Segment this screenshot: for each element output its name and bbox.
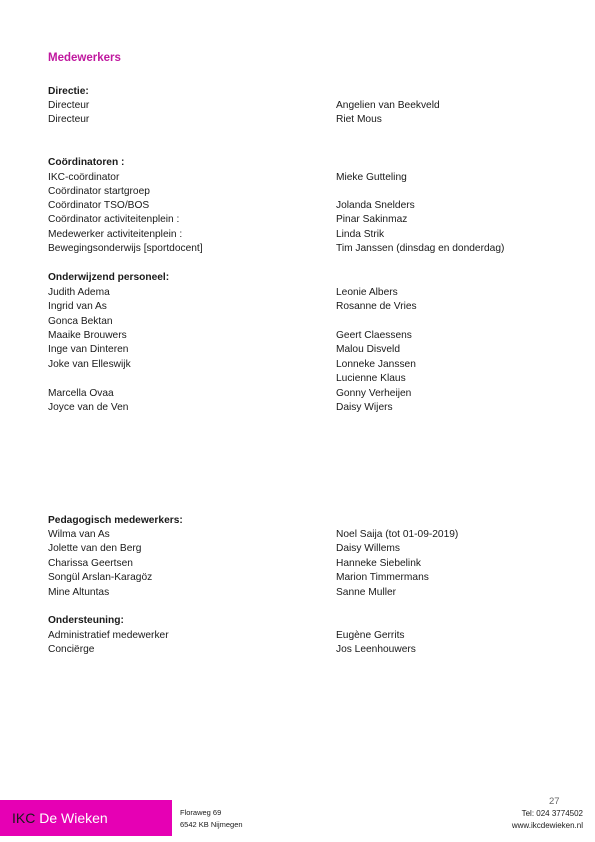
staff-row <box>48 372 568 386</box>
staff-row <box>48 300 568 314</box>
staff-name-left: Charissa Geertsen <box>48 558 133 569</box>
staff-row <box>48 228 568 242</box>
staff-name-left: Inge van Dinteren <box>48 344 129 355</box>
staff-row <box>48 401 568 415</box>
brand-logo <box>12 810 108 826</box>
staff-row <box>48 542 568 556</box>
section-heading-coordinatoren: Coördinatoren : <box>48 157 125 168</box>
staff-name-right: Marion Timmermans <box>336 572 429 583</box>
staff-name-right: Lucienne Klaus <box>336 373 406 384</box>
staff-name-right: Malou Disveld <box>336 344 400 355</box>
staff-row <box>48 99 568 113</box>
footer-website[interactable]: www.ikcdewieken.nl <box>511 821 583 830</box>
brand-prefix: IKC <box>12 810 36 826</box>
staff-name-left: Jolette van den Berg <box>48 543 142 554</box>
staff-name: Mieke Gutteling <box>336 172 407 183</box>
staff-row <box>48 242 568 256</box>
staff-name-left: Joyce van de Ven <box>48 402 129 413</box>
staff-row <box>48 557 568 571</box>
staff-name-left: Wilma van As <box>48 529 110 540</box>
staff-name: Jos Leenhouwers <box>336 644 416 655</box>
page-title: Medewerkers <box>48 52 121 64</box>
section-heading-ondersteuning: Ondersteuning: <box>48 615 124 626</box>
staff-name-left: Mine Altuntas <box>48 587 110 598</box>
staff-row <box>48 358 568 372</box>
staff-role: Coördinator TSO/BOS <box>48 200 150 211</box>
staff-name: Angelien van Beekveld <box>336 100 440 111</box>
section-heading-directie: Directie: <box>48 86 89 97</box>
staff-name-right: Rosanne de Vries <box>336 301 417 312</box>
staff-row <box>48 315 568 329</box>
staff-role: IKC-coördinator <box>48 172 120 183</box>
staff-row <box>48 113 568 127</box>
page-number: 27 <box>549 796 560 807</box>
staff-name: Pinar Sakinmaz <box>336 214 408 225</box>
staff-role: Directeur <box>48 100 90 111</box>
staff-row <box>48 185 568 199</box>
staff-role: Conciërge <box>48 644 95 655</box>
staff-role: Directeur <box>48 114 90 125</box>
staff-name-right: Hanneke Siebelink <box>336 558 421 569</box>
staff-name-left: Ingrid van As <box>48 301 107 312</box>
section-heading-pedagogisch: Pedagogisch medewerkers: <box>48 515 183 526</box>
staff-name: Riet Mous <box>336 114 382 125</box>
staff-name-right: Geert Claessens <box>336 330 412 341</box>
footer-brand-band <box>0 800 172 836</box>
staff-name-left: Songül Arslan-Karagöz <box>48 572 153 583</box>
staff-name-left: Maaike Brouwers <box>48 330 127 341</box>
staff-row <box>48 343 568 357</box>
staff-role: Coördinator activiteitenplein : <box>48 214 180 225</box>
footer-address-line2: 6542 KB Nijmegen <box>180 820 243 829</box>
section-heading-onderwijzend: Onderwijzend personeel: <box>48 272 170 283</box>
staff-name: Eugène Gerrits <box>336 630 405 641</box>
staff-role: Coördinator startgroep <box>48 186 150 197</box>
staff-role: Medewerker activiteitenplein : <box>48 229 183 240</box>
staff-name-right: Gonny Verheijen <box>336 388 412 399</box>
staff-name-left: Judith Adema <box>48 287 110 298</box>
staff-name-right: Lonneke Janssen <box>336 359 416 370</box>
staff-row <box>48 586 568 600</box>
staff-row <box>48 387 568 401</box>
staff-row <box>48 629 568 643</box>
staff-name-left: Marcella Ovaa <box>48 388 114 399</box>
staff-role: Administratief medewerker <box>48 630 169 641</box>
footer-phone: Tel: 024 3774502 <box>521 809 583 818</box>
staff-name: Linda Strik <box>336 229 385 240</box>
staff-name-right: Daisy Willems <box>336 543 400 554</box>
staff-row <box>48 571 568 585</box>
brand-name: De Wieken <box>35 810 108 826</box>
staff-name-right: Noel Saija (tot 01-09-2019) <box>336 529 459 540</box>
staff-row <box>48 286 568 300</box>
staff-name: Tim Janssen (dinsdag en donderdag) <box>336 243 505 254</box>
staff-name-left: Joke van Elleswijk <box>48 359 131 370</box>
staff-name: Jolanda Snelders <box>336 200 415 211</box>
staff-name-left: Gonca Bektan <box>48 316 113 327</box>
footer-address-line1: Floraweg 69 <box>180 808 222 817</box>
staff-name-right: Sanne Muller <box>336 587 397 598</box>
staff-row <box>48 528 568 542</box>
staff-role: Bewegingsonderwijs [sportdocent] <box>48 243 203 254</box>
staff-name-right: Daisy Wijers <box>336 402 393 413</box>
staff-name-right: Leonie Albers <box>336 287 398 298</box>
staff-row <box>48 329 568 343</box>
staff-row <box>48 199 568 213</box>
staff-row <box>48 643 568 657</box>
staff-row <box>48 171 568 185</box>
staff-row <box>48 213 568 227</box>
